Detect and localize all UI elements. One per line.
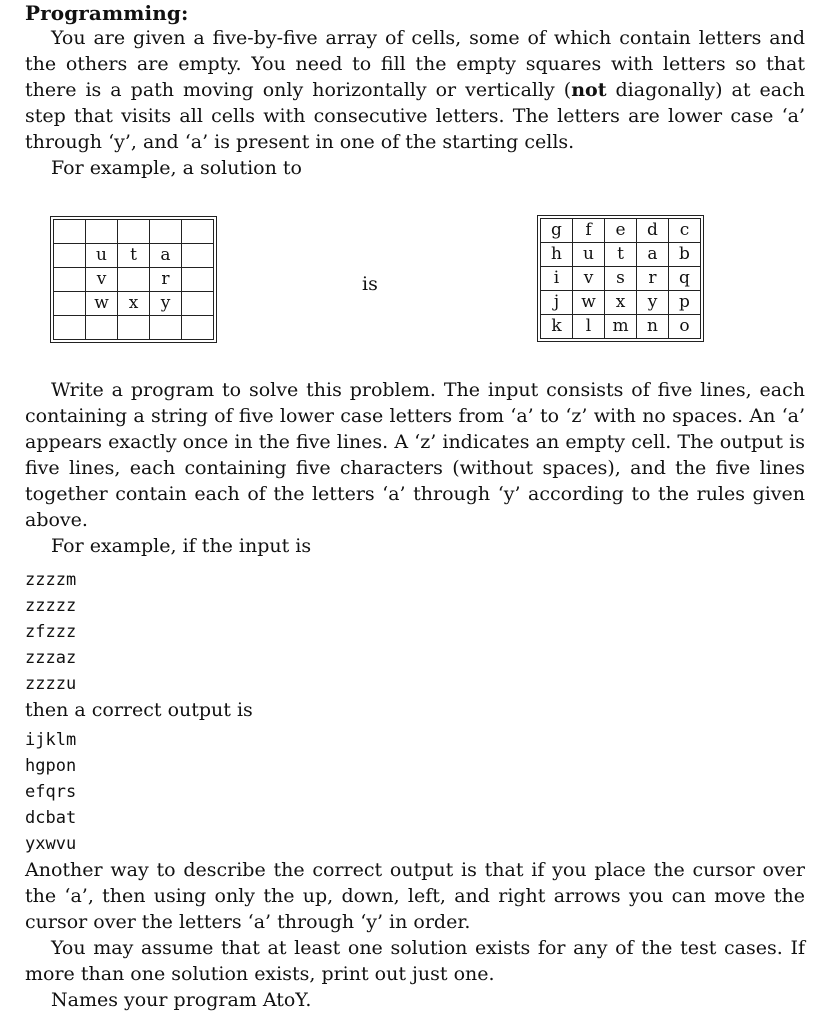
output-line: efqrs xyxy=(25,782,77,802)
solution-cell: l xyxy=(573,315,605,339)
puzzle-cell xyxy=(150,316,182,340)
output-line: hgpon xyxy=(25,756,77,776)
puzzle-row xyxy=(54,316,214,340)
solution-row xyxy=(541,291,701,315)
puzzle-cell xyxy=(86,316,118,340)
section-heading: Programming: xyxy=(25,1,189,25)
input-line: zzzzm xyxy=(25,570,77,590)
solution-cell: h xyxy=(541,243,573,267)
input-line: zfzzz xyxy=(25,622,77,642)
output-intro: then a correct output is xyxy=(25,699,253,721)
input-line: zzzaz xyxy=(25,648,77,668)
puzzle-cell: v xyxy=(86,268,118,292)
solution-cell: x xyxy=(605,291,637,315)
solution-cell: w xyxy=(573,291,605,315)
intro-bold-not: not xyxy=(571,79,607,101)
example-figure xyxy=(25,181,805,371)
intro-text-2: diagonally) at each step that visits all cells with consecutive letters. The letters are lower case ‘a’ through ‘y’, and ‘a’ is present in one of the starting cells. xyxy=(25,79,805,153)
puzzle-cell xyxy=(182,268,214,292)
output-line: yxwvu xyxy=(25,834,77,854)
puzzle-cell xyxy=(54,316,86,340)
problem-page xyxy=(25,0,805,1013)
solution-row xyxy=(541,315,701,339)
cursor-paragraph: Another way to describe the correct output is that if you place the cursor over the ‘a’, then using only the up, down, left, and right arrows you can move the cursor over the letters ‘a’ through ‘y’ in order. xyxy=(25,859,805,933)
intro-text-1: You are given a five-by-five array of cells, some of which contain letters and the others are empty. You need to fill the empty squares with letters so that there is a path moving only horizontally or vertically ( xyxy=(25,27,805,101)
intro-paragraph xyxy=(25,25,805,155)
puzzle-cell xyxy=(182,292,214,316)
solution-cell: m xyxy=(605,315,637,339)
solution-cell: e xyxy=(605,219,637,243)
output-line: dcbat xyxy=(25,808,77,828)
input-intro: For example, if the input is xyxy=(51,535,312,557)
solution-cell: u xyxy=(573,243,605,267)
puzzle-cell xyxy=(182,316,214,340)
puzzle-cell: t xyxy=(118,244,150,268)
solution-cell: o xyxy=(669,315,701,339)
solution-cell: s xyxy=(605,267,637,291)
solution-cell: d xyxy=(637,219,669,243)
puzzle-row xyxy=(54,268,214,292)
puzzle-cell xyxy=(118,316,150,340)
solution-cell: i xyxy=(541,267,573,291)
puzzle-row xyxy=(54,292,214,316)
solution-cell: n xyxy=(637,315,669,339)
solution-cell: r xyxy=(637,267,669,291)
solution-cell: y xyxy=(637,291,669,315)
example-intro: For example, a solution to xyxy=(51,157,302,179)
puzzle-cell: w xyxy=(86,292,118,316)
puzzle-row xyxy=(54,244,214,268)
solution-cell: b xyxy=(669,243,701,267)
solution-cell: f xyxy=(573,219,605,243)
puzzle-grid xyxy=(53,219,214,340)
output-line: ijklm xyxy=(25,730,77,750)
input-line: zzzzz xyxy=(25,596,77,616)
puzzle-cell xyxy=(54,268,86,292)
puzzle-cell xyxy=(182,220,214,244)
solution-cell: j xyxy=(541,291,573,315)
output-example xyxy=(25,727,805,857)
puzzle-cell xyxy=(118,268,150,292)
program-name-line: Names your program AtoY. xyxy=(51,989,312,1011)
puzzle-cell xyxy=(54,220,86,244)
puzzle-cell xyxy=(54,292,86,316)
solution-cell: a xyxy=(637,243,669,267)
solution-cell: g xyxy=(541,219,573,243)
is-label: is xyxy=(362,273,378,295)
puzzle-cell xyxy=(150,220,182,244)
solution-grid xyxy=(540,218,701,339)
solution-cell: v xyxy=(573,267,605,291)
input-example xyxy=(25,567,805,697)
solution-cell: q xyxy=(669,267,701,291)
solution-cell: p xyxy=(669,291,701,315)
solution-cell: k xyxy=(541,315,573,339)
solution-row xyxy=(541,219,701,243)
puzzle-cell: a xyxy=(150,244,182,268)
puzzle-cell: r xyxy=(150,268,182,292)
puzzle-cell xyxy=(118,220,150,244)
input-line: zzzzu xyxy=(25,674,77,694)
task-paragraph: Write a program to solve this problem. The input consists of five lines, each containing a string of five lower case letters from ‘a’ to ‘z’ with no spaces. An ‘a’ appears exactly once in the five lines. A ‘z’ indicates an empty cell. The output is five lines, each containing five characters (without spaces), and the five lines together contain each of the letters ‘a’ through ‘y’ according to the rules given above. xyxy=(25,379,805,531)
solution-row xyxy=(541,267,701,291)
puzzle-cell: u xyxy=(86,244,118,268)
solution-cell: t xyxy=(605,243,637,267)
assumption-paragraph: You may assume that at least one solution exists for any of the test cases. If more than one solution exists, print out just one. xyxy=(25,937,805,985)
puzzle-cell: y xyxy=(150,292,182,316)
puzzle-cell xyxy=(182,244,214,268)
puzzle-row xyxy=(54,220,214,244)
puzzle-cell xyxy=(86,220,118,244)
puzzle-cell xyxy=(54,244,86,268)
solution-cell: c xyxy=(669,219,701,243)
solution-row xyxy=(541,243,701,267)
puzzle-cell: x xyxy=(118,292,150,316)
